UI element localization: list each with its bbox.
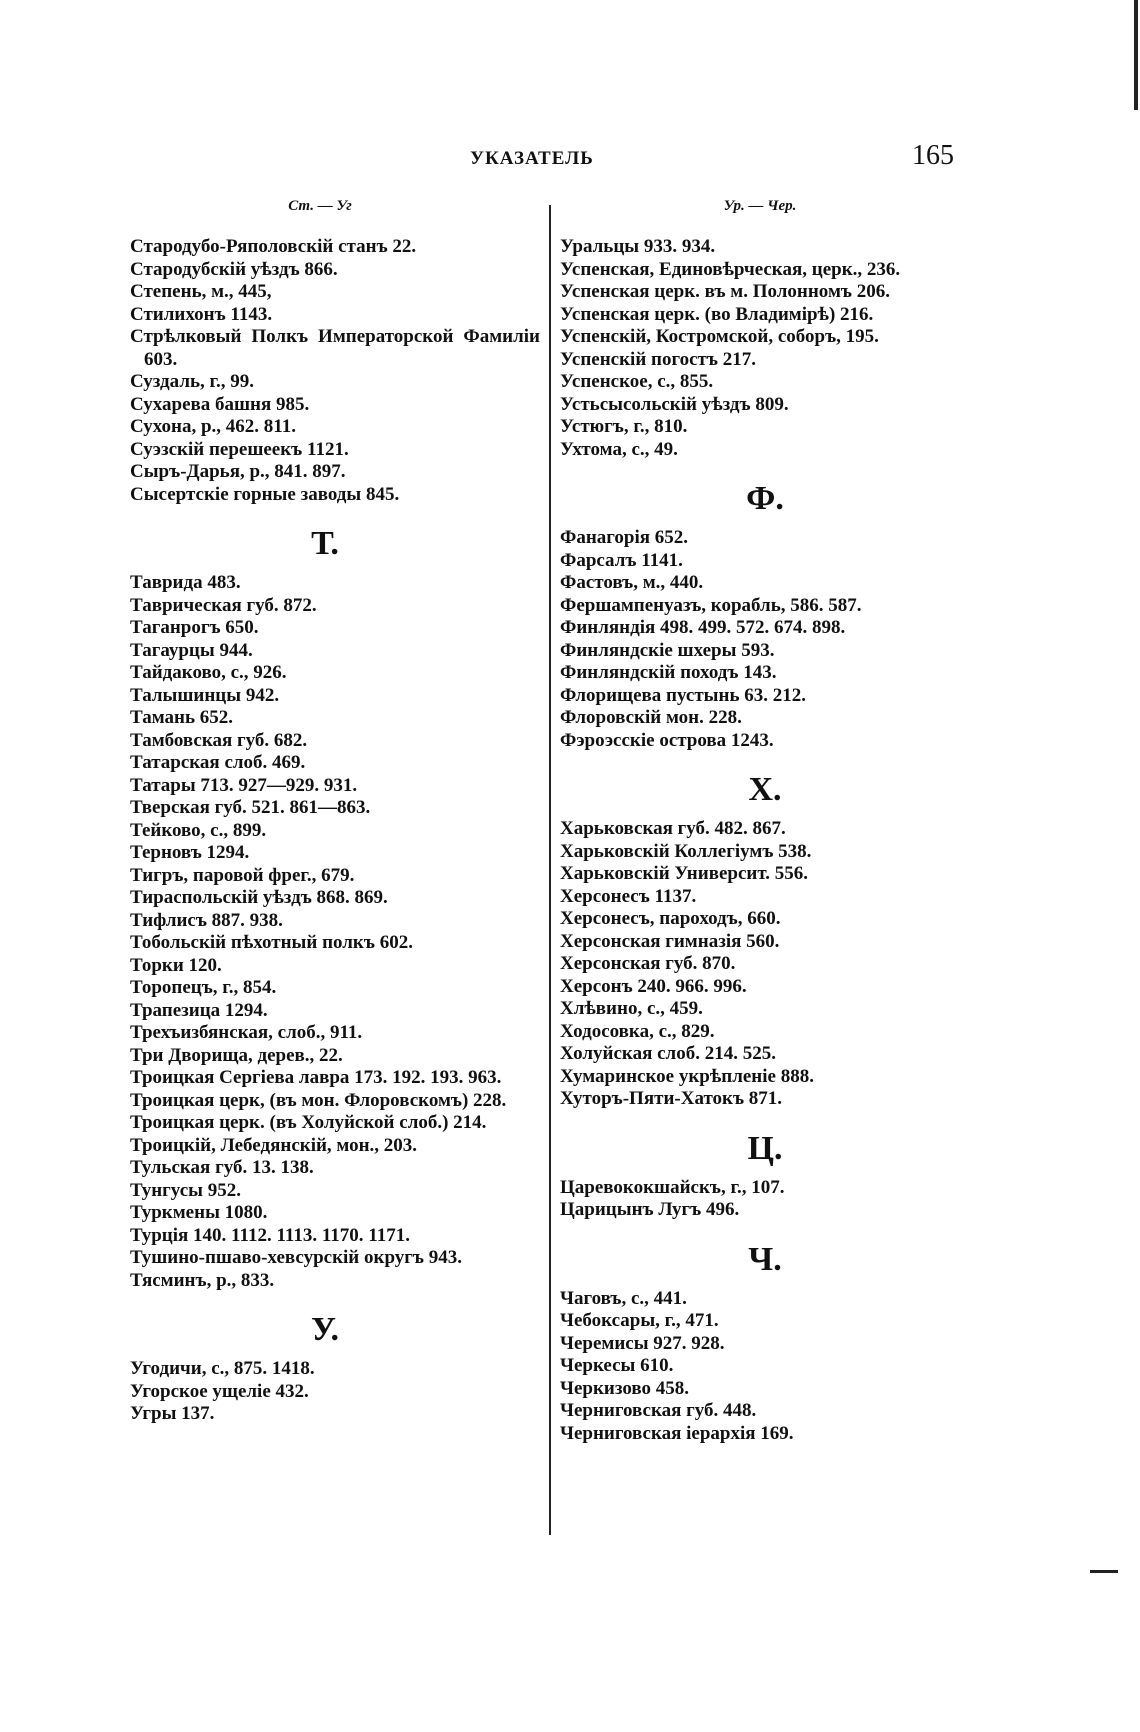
index-entry: Троицкая церк, (въ мон. Флоровскомъ) 228. [130, 1089, 507, 1111]
index-entry: Три Дворища, дерев., 22. [130, 1044, 343, 1066]
index-entry: Флоровскій мон. 228. [560, 707, 742, 728]
index-entry: Таврида 483. [130, 572, 241, 593]
index-entry: Фанагорія 652. [560, 527, 689, 548]
page-foot-mark [1090, 1570, 1118, 1573]
index-entry: Туркмены 1080. [130, 1202, 268, 1223]
index-entry: Угры 137. [130, 1403, 215, 1424]
index-entry: Стародубо-Ряполовскій станъ 22. [130, 236, 417, 257]
page-number: 165 [912, 140, 954, 171]
index-entry: Тираспольскій уѣздъ 868. 869. [130, 887, 388, 908]
index-entry: Тульская губ. 13. 138. [130, 1157, 314, 1178]
index-entry: Устюгъ, г., 810. [560, 416, 688, 437]
index-entry: Черкесы 610. [560, 1355, 674, 1376]
index-entry: Успенская церк. въ м. Полонномъ 206. [560, 281, 890, 302]
section-letter-heading: Ц. [747, 1129, 783, 1167]
index-entry: Угодичи, с., 875. 1418. [130, 1358, 315, 1379]
index-entry: Успенская, Единовѣрческая, церк., 236. [560, 258, 901, 280]
index-entry: Таганрогъ 650. [130, 617, 259, 638]
index-entry: Ходосовка, с., 829. [560, 1020, 715, 1042]
left-column-groups [130, 236, 540, 1426]
index-entry: Фершампенуазъ, корабль, 586. 587. [560, 594, 862, 616]
running-head-title: УКАЗАТЕЛЬ [470, 148, 594, 169]
right-column [560, 196, 970, 1445]
index-entry: Холуйская слоб. 214. 525. [560, 1043, 776, 1064]
index-entry: Херсонесъ, пароходъ, 660. [560, 908, 781, 929]
index-entry: Сухарева башня 985. [130, 393, 310, 415]
index-entry: Торопецъ, г., 854. [130, 977, 277, 998]
index-entry: Тобольскій пѣхотный полкъ 602. [130, 932, 413, 953]
index-entry: Тясминъ, р., 833. [130, 1269, 275, 1291]
index-entry: Херсонская губ. 870. [560, 953, 736, 974]
index-entry: Чаговъ, с., 441. [560, 1287, 687, 1309]
index-entry: Тифлисъ 887. 938. [130, 909, 283, 931]
index-entry: Херсонская гимназія 560. [560, 930, 780, 952]
index-entry: Тигръ, паровой фрег., 679. [130, 864, 355, 886]
left-column-range: Ст. — Уг [288, 198, 352, 214]
right-column-range: Ур. — Чер. [723, 198, 797, 214]
index-entry: Суздаль, г., 99. [130, 371, 255, 392]
index-entry: Успенская церк. (во Владимірѣ) 216. [560, 303, 874, 325]
index-entry: Финляндія 498. 499. 572. 674. 898. [560, 617, 846, 638]
index-entry: Татарская слоб. 469. [130, 752, 306, 773]
index-entry: Устьсысольскій уѣздъ 809. [560, 393, 789, 415]
index-entry: Харьковскій Университ. 556. [560, 863, 808, 884]
index-entry: Ухтома, с., 49. [560, 438, 678, 460]
index-entry: Степень, м., 445, [130, 281, 272, 302]
index-entry: Чебоксары, г., 471. [560, 1310, 719, 1331]
index-entry: Суэзскій перешеекъ 1121. [130, 438, 349, 460]
index-entry: Талышинцы 942. [130, 684, 280, 706]
index-entry: Тайдаково, с., 926. [130, 662, 287, 683]
index-entry: Терновъ 1294. [130, 842, 250, 863]
section-letter-heading: Х. [748, 771, 782, 808]
index-entry: Турція 140. 1112. 1113. 1170. 1171. [130, 1224, 411, 1246]
index-entry: Хумаринское укрѣпленіе 888. [560, 1065, 814, 1087]
index-entry: Стилихонъ 1143. [130, 303, 273, 325]
left-column [130, 196, 540, 1426]
index-entry: Уральцы 933. 934. [560, 236, 716, 257]
index-entry: Троицкая церк. (въ Холуйской слоб.) 214. [130, 1112, 487, 1133]
index-entry: Финляндскій походъ 143. [560, 662, 777, 683]
index-entry: Татары 713. 927—929. 931. [130, 774, 358, 796]
index-entry: Финляндскіе шхеры 593. [560, 639, 775, 661]
index-entry: Сухона, р., 462. 811. [130, 416, 296, 437]
index-entry: Сыръ-Дарья, р., 841. 897. [130, 461, 346, 482]
section-letter-heading: Ч. [748, 1240, 782, 1278]
index-entry: Трапезица 1294. [130, 999, 268, 1021]
index-entry: Херсонесъ 1137. [560, 885, 697, 907]
section-letter-heading: Т. [311, 525, 339, 562]
index-entry: Трехъизбянская, слоб., 911. [130, 1022, 363, 1043]
section-letter-heading: Ф. [746, 480, 784, 517]
section-letter-heading: У. [311, 1311, 339, 1348]
index-entry: Сысертскіе горные заводы 845. [130, 483, 400, 505]
index-entry: Стрѣлковый Полкъ Императорской Фамиліи 603. [130, 326, 540, 370]
index-entry: Фэроэсскіе острова 1243. [560, 729, 774, 751]
index-entry: Хлѣвино, с., 459. [560, 998, 703, 1019]
index-entry: Тагаурцы 944. [130, 639, 253, 661]
index-entry: Фастовъ, м., 440. [560, 572, 704, 593]
index-entry: Успенскій, Костромской, соборъ, 195. [560, 326, 879, 347]
index-entry: Харьковскій Коллегіумъ 538. [560, 840, 812, 862]
index-entry: Тунгусы 952. [130, 1179, 241, 1201]
index-entry: Черниговская іерархія 169. [560, 1422, 794, 1444]
page-edge-mark [1134, 0, 1138, 110]
index-entry: Угорское ущеліе 432. [130, 1380, 309, 1402]
index-entry: Торки 120. [130, 954, 222, 976]
index-entry: Фарсалъ 1141. [560, 549, 683, 571]
index-entry: Троицкій, Лебедянскій, мон., 203. [130, 1134, 418, 1156]
index-entry: Черниговская губ. 448. [560, 1400, 757, 1421]
index-entry: Харьковская губ. 482. 867. [560, 818, 786, 839]
index-entry: Флорищева пустынь 63. 212. [560, 684, 806, 706]
index-entry: Тамбовская губ. 682. [130, 729, 308, 751]
index-entry: Черкизово 458. [560, 1377, 690, 1399]
index-entry: Херсонъ 240. 966. 996. [560, 975, 747, 997]
page-header [0, 140, 1140, 180]
index-entry: Тейково, с., 899. [130, 819, 267, 841]
index-entry: Успенское, с., 855. [560, 371, 714, 392]
index-entry: Стародубскій уѣздъ 866. [130, 258, 338, 280]
index-entry: Успенскій погостъ 217. [560, 348, 756, 370]
index-entry: Царевококшайскъ, г., 107. [560, 1176, 785, 1198]
index-entry: Тушино-пшаво-хевсурскій округъ 943. [130, 1247, 462, 1268]
column-divider [549, 205, 551, 1535]
index-entry: Тамань 652. [130, 707, 234, 728]
index-entry: Таврическая губ. 872. [130, 594, 317, 616]
index-entry: Хуторъ-Пяти-Хатокъ 871. [560, 1088, 783, 1109]
index-entry: Тверская губ. 521. 861—863. [130, 797, 371, 818]
index-entry: Царицынъ Лугъ 496. [560, 1199, 740, 1220]
index-entry: Троицкая Сергіева лавра 173. 192. 193. 963. [130, 1067, 502, 1088]
right-column-groups [560, 236, 970, 1445]
index-entry: Черемисы 927. 928. [560, 1332, 725, 1354]
